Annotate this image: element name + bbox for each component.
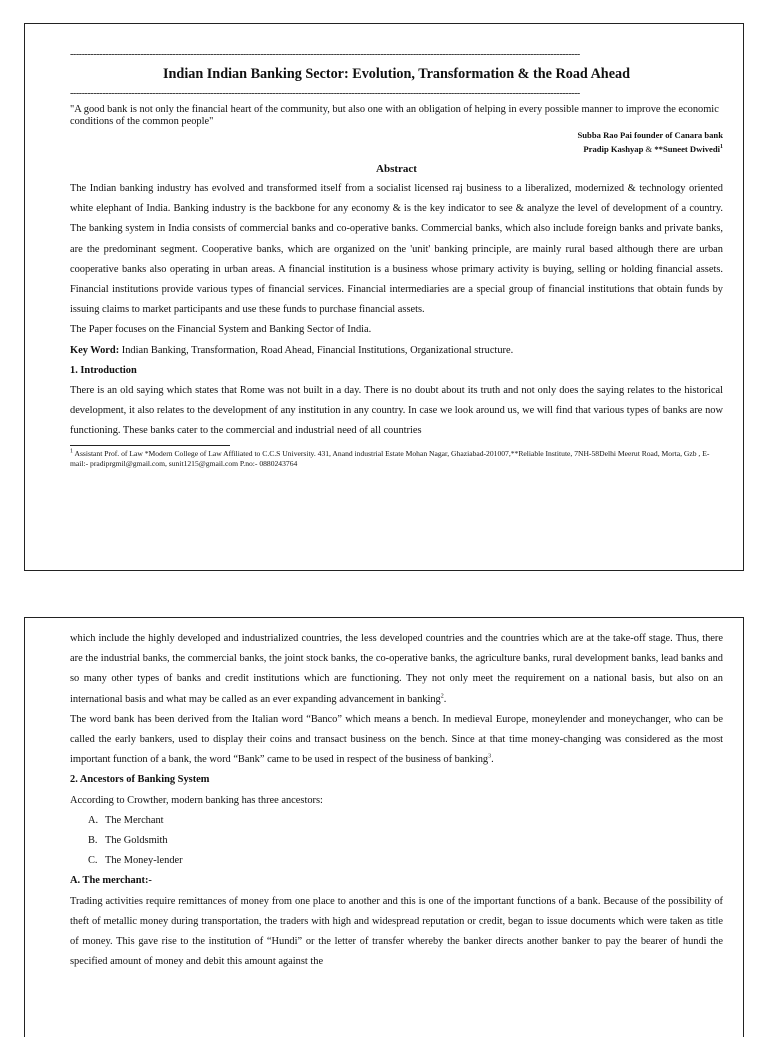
ancestors-intro: According to Crowther, modern banking has three ancestors: [70,794,323,806]
document-page-2 [24,617,744,1037]
ancestors-list [70,811,723,872]
list-item-text: The Goldsmith [105,835,168,847]
page-1-content [70,50,723,470]
footnote [70,449,723,470]
author-separator: & [643,144,655,154]
abstract-text: The Indian banking industry has evolved and transformed itself from a socialist licensed raj business to a liberalized, modernized & technology oriented white elephant of India. Banking industry is the backbone for any economy & is the key indicator to see & analyze the level of development of a country. The banking system in India consists of commercial banks and co-operative banks. Commercial banks, which also include foreign banks and private banks, are the predominant segment. Cooperative banks, which are organized on the 'unit' banking principle, are mainly rural based although there are urban cooperative banks also operating in urban areas. A financial institution is a business whose primary activity is buying, selling or holding financial assets. Financial institutions provide various types of financial services. Financial intermediaries are a special group of financial institutions that obtain funds by issuing claims to market participants and use these funds to purchase financial assets. [70,183,723,316]
authors [70,143,723,155]
author-1: Pradip Kashyap [583,144,644,154]
continuation-paragraph [70,629,723,710]
page-2-content [70,629,723,972]
introduction-heading: 1. Introduction [70,364,137,376]
keywords-text: Indian Banking, Transformation, Road Ahead, Financial Institutions, Organizational structure. [119,344,514,356]
bottom-dashed-rule: ------------------------------------------------------------------------------------------------------------------------------------------------------------------------------ [70,89,580,99]
focus-sentence: The Paper focuses on the Financial System and Banking Sector of India. [70,324,372,336]
document-page-1 [24,23,744,571]
etymology-text: The word bank has been derived from the Italian word “Banco” which means a bench. In medieval Europe, moneylender and moneychanger, who can be called the early bankers, used to display their coins and transact business on the bench. Since at that time money-changing was considered as the most important function of a bank, the word “Bank” came to be used in respect of the business of banking [70,713,723,766]
ancestors-heading: 2. Ancestors of Banking System [70,774,210,786]
introduction-text: There is an old saying which states that Rome was not built in a day. There is no doubt about its truth and not only does the saying relates to the historical development, it also relates to the development of any institution in any country. In case we look around us, we will find that various types of banks are now functioning. These banks cater to the commercial and industrial need of all countries [70,385,723,437]
continuation-text: which include the highly developed and industrialized countries, the less developed countries and the countries which are at the take-off stage. Thus, there are the industrial banks, the commercial banks, the joint stock banks, the co-operative banks, the agriculture banks, rural development banks, lead banks and so many other types of banks and credit institutions which are functioning. They not only meet the requirement on a national basis, but also on an international basis and what may be called as an ever expanding advancement in banking [70,633,723,705]
list-item [70,811,723,831]
keywords-label: Key Word: [70,344,120,356]
author-2: **Suneet Dwivedi [654,144,720,154]
list-marker: C. [88,855,98,867]
author-footnote-marker: 1 [720,144,723,151]
epigraph-quote: "A good bank is not only the financial heart of the community, but also one with an obligation of helping in every possible manner to improve the economic conditions of the common people" [70,104,719,127]
list-item [70,831,723,851]
keywords-line [70,341,723,361]
list-item [70,851,723,871]
continuation-end: . [443,693,447,705]
footnote-ref-2: 2 [440,693,444,700]
list-marker: B. [88,835,98,847]
paper-title: Indian Indian Banking Sector: Evolution, Transformation & the Road Ahead [163,66,630,82]
list-item-text: The Merchant [105,814,164,826]
list-item-text: The Money-lender [105,855,183,867]
etymology-paragraph [70,710,723,771]
footnote-text: Assistant Prof. of Law *Modern College of Law Affiliated to C.C.S University. 431, Anand industrial Estate Mohan Nagar, Ghaziabad-201007,**Reliable Institute, 7NH-58Delhi Meerut Road, Morta, Gzb , E-mail:- pradiprgmil@gmail.com, sunit1215@gmail.com P.no:- 0880243764 [70,448,710,469]
abstract-heading: Abstract [376,163,417,175]
merchant-heading: A. The merchant:- [70,875,152,887]
etymology-end: . [491,754,494,766]
list-marker: A. [88,814,99,826]
footnote-ref-3: 3 [488,753,492,760]
quote-attribution: Subba Rao Pai founder of Canara bank [577,130,723,140]
top-dashed-rule: ------------------------------------------------------------------------------------------------------------------------------------------------------------------------------ [70,50,580,60]
footnote-marker: 1 [70,448,73,455]
footnote-rule [70,445,230,446]
merchant-text: Trading activities require remittances of money from one place to another and this is one of the important functions of a bank. Because of the possibility of theft of metallic money during transportation, the traders with high and widespread reputation or credit, began to issue documents which were taken as title of money. This gave rise to the institution of “Hundi” or the letter of transfer whereby the banker directs another banker to pay the bearer of hundi the specified amount of money and debit this amount against the [70,895,723,968]
